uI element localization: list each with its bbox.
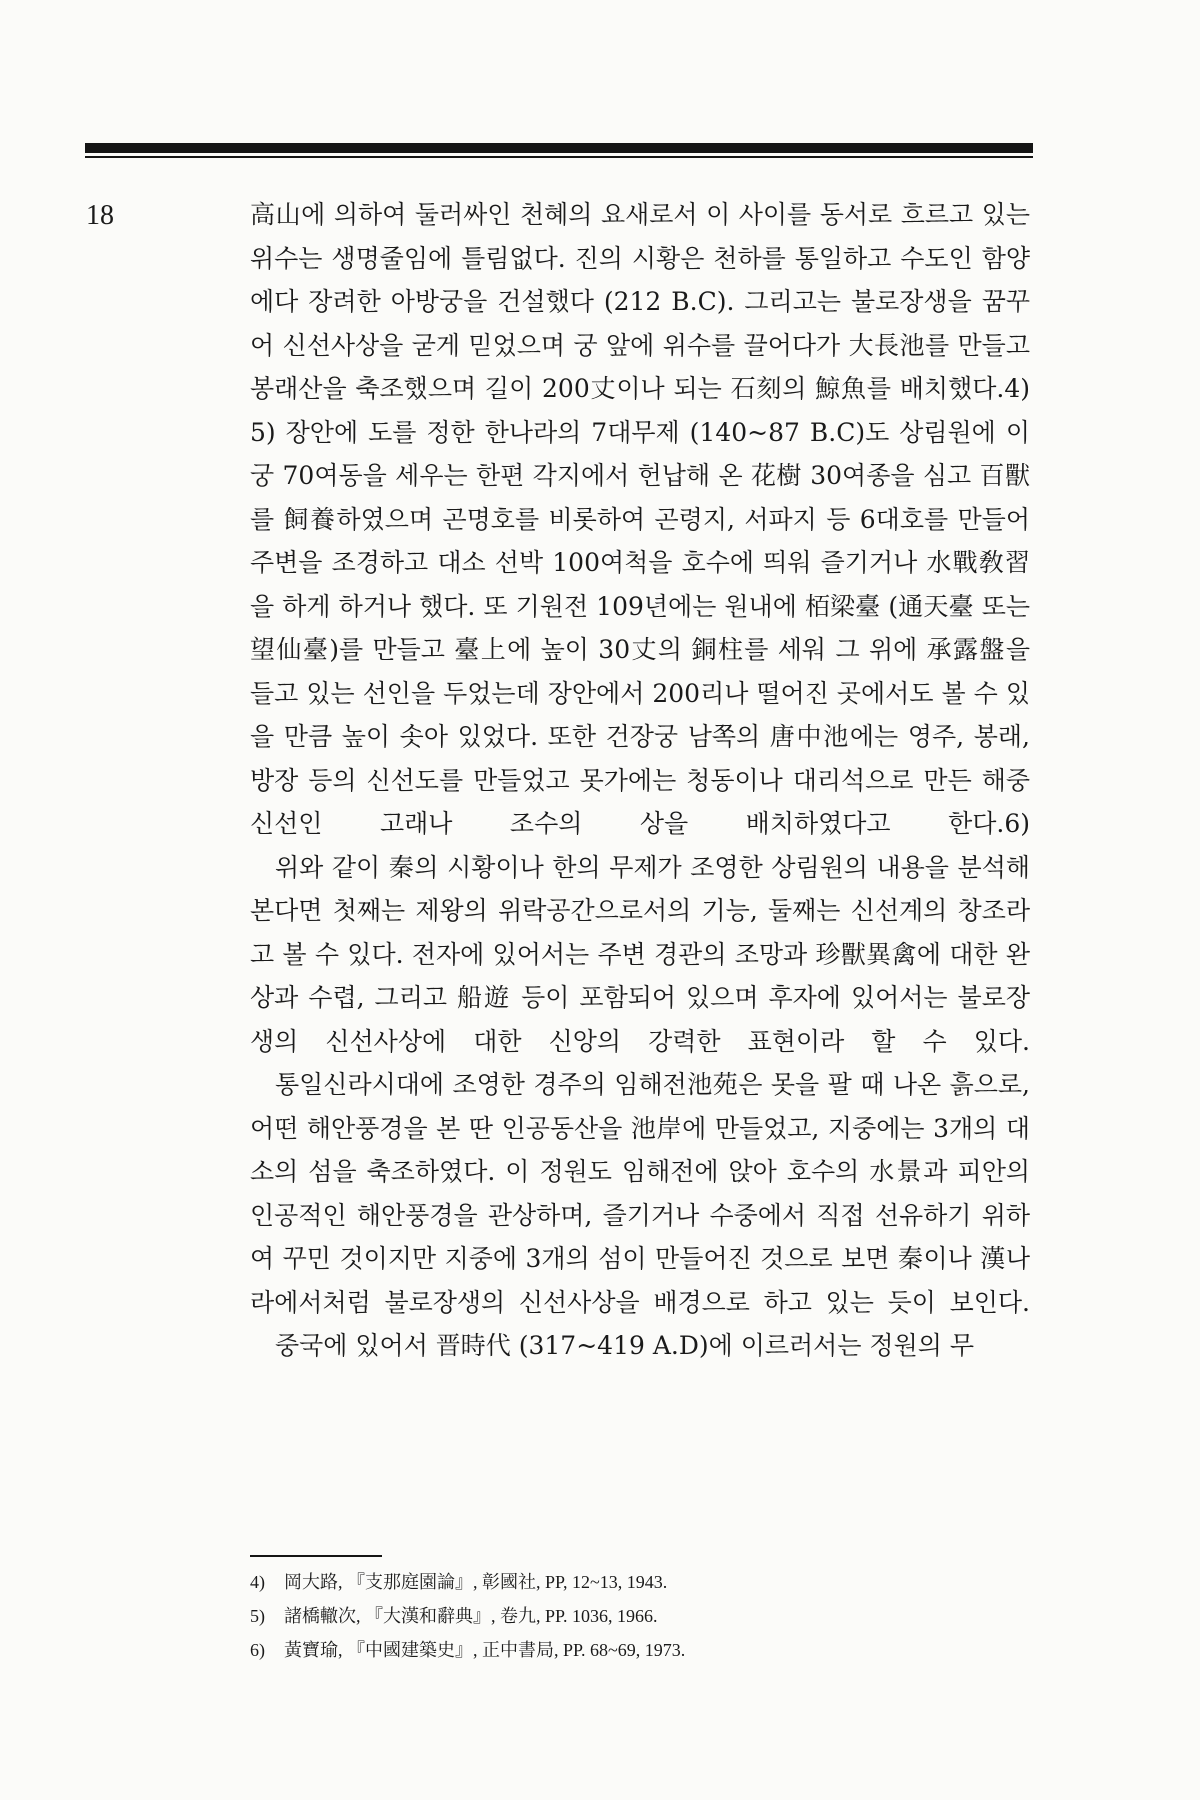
footnote-text: 諸橋轍次, 『大漢和辭典』, 卷九, PP. 1036, 1966. — [284, 1606, 658, 1626]
footnote-text: 黃寶瑜, 『中國建築史』, 正中書局, PP. 68~69, 1973. — [284, 1640, 686, 1660]
header-rule-thick — [85, 143, 1033, 153]
header-rule-thin — [85, 156, 1033, 158]
footnote-text: 岡大路, 『支那庭園論』, 彰國社, PP, 12~13, 1943. — [284, 1572, 668, 1592]
paragraph-4: 중국에 있어서 晋時代 (317~419 A.D)에 이르러서는 정원의 무 — [275, 1331, 974, 1360]
paragraph-2: 위와 같이 秦의 시황이나 한의 무제가 조영한 상림원의 내용을 분석해 본다면 첫째는 제왕의 위락공간으로서의 기능, 둘째는 신선계의 창조라고 볼 수 있다. 전자에 있어서는 주변 경관의 조망과 珍獸異禽에 대한 완상과 수렵, 그리고 船遊 등이 포함되어 있으며 후자에 있어서는 불로장생의 신선사상에 대한 신앙의 강력한 표현이라 할 수 있다. — [250, 852, 1030, 1056]
body-text — [250, 193, 1030, 1368]
footnote-6 — [250, 1633, 1030, 1667]
paragraph-1: 高山에 의하여 둘러싸인 천혜의 요새로서 이 사이를 동서로 흐르고 있는 위수는 생명줄임에 틀림없다. 진의 시황은 천하를 통일하고 수도인 함양에다 장려한 아방궁을 건설했다 (212 B.C). 그리고는 불로장생을 꿈꾸어 신선사상을 굳게 믿었으며 궁 앞에 위수를 끌어다가 大長池를 만들고 봉래산을 축조했으며 길이 200丈이나 되는 石刻의 鯨魚를 배치했다.4) 5) 장안에 도를 정한 한나라의 7대무제 (140~87 B.C)도 상림원에 이궁 70여동을 세우는 한편 각지에서 헌납해 온 花樹 30여종을 심고 百獸를 飼養하였으며 곤명호를 비롯하여 곤령지, 서파지 등 6대호를 만들어 주변을 조경하고 대소 선박 100여척을 호수에 띄워 즐기거나 水戰敎習을 하게 하거나 했다. 또 기원전 109년에는 원내에 栢梁臺 (通天臺 또는 望仙臺)를 만들고 臺上에 높이 30丈의 銅柱를 세워 그 위에 承露盤을 들고 있는 선인을 두었는데 장안에서 200리나 떨어진 곳에서도 볼 수 있을 만큼 높이 솟아 있었다. 또한 건장궁 남쪽의 唐中池에는 영주, 봉래, 방장 등의 신선도를 만들었고 못가에는 청동이나 대리석으로 만든 해중신선인 고래나 조수의 상을 배치하였다고 한다.6) — [250, 200, 1030, 838]
page-number: 18 — [86, 200, 114, 231]
footnote-4 — [250, 1565, 1030, 1599]
footnote-5 — [250, 1599, 1030, 1633]
footnote-number: 4) — [250, 1572, 265, 1592]
footnote-separator — [250, 1555, 382, 1557]
footnote-number: 6) — [250, 1640, 265, 1660]
footnotes — [250, 1565, 1030, 1667]
footnote-number: 5) — [250, 1606, 265, 1626]
paragraph-3: 통일신라시대에 조영한 경주의 임해전池苑은 못을 팔 때 나온 흙으로, 어떤 해안풍경을 본 딴 인공동산을 池岸에 만들었고, 지중에는 3개의 대소의 섬을 축조하였다. 이 정원도 임해전에 앉아 호수의 水景과 피안의 인공적인 해안풍경을 관상하며, 즐기거나 수중에서 직접 선유하기 위하여 꾸민 것이지만 지중에 3개의 섬이 만들어진 것으로 보면 秦이나 漢나라에서처럼 불로장생의 신선사상을 배경으로 하고 있는 듯이 보인다. — [250, 1070, 1030, 1317]
